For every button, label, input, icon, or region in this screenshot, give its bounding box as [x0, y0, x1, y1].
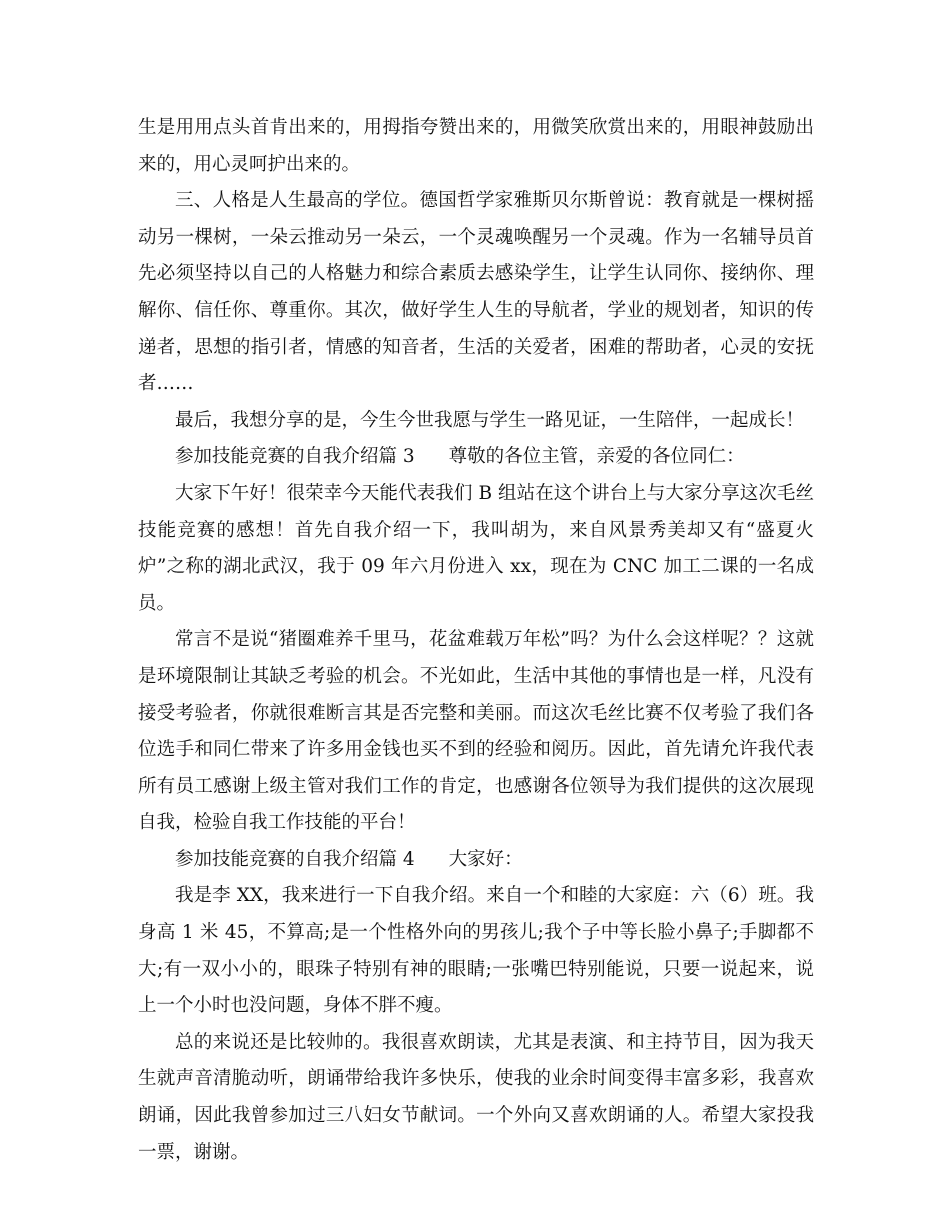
greeting-text: 尊敬的各位主管，亲爱的各位同仁： [448, 446, 745, 468]
paragraph-9: 总的来说还是比较帅的。我很喜欢朗读，尤其是表演、和主持节目，因为我天生就声音清脆动听，朗诵带给我许多快乐，使我的业余时间变得丰富多彩，我喜欢朗诵，因此我曾参加过三八妇女节献词。一个外向又喜欢朗诵的人。希望大家投我一票，谢谢。 [138, 1031, 814, 1163]
paragraph-4 [138, 439, 814, 476]
paragraph-1: 生是用用点头首肯出来的，用拇指夸赞出来的，用微笑欣赏出来的，用眼神鼓励出来的，用心灵呵护出来的。 [138, 117, 814, 175]
document-body [138, 110, 814, 1171]
paragraph-7 [138, 842, 814, 879]
paragraph-8: 我是李 XX，我来进行一下自我介绍。来自一个和睦的大家庭：六（6）班。我身高 1 米 45，不算高;是一个性格外向的男孩儿;我个子中等长脸小鼻子;手脚都不大;有一双小小的，眼珠子特别有神的眼睛;一张嘴巴特别能说，只要一说起来，说上一个小时也没问题，身体不胖不瘦。 [138, 885, 814, 1017]
paragraph-3: 最后，我想分享的是，今生今世我愿与学生一路见证，一生陪伴，一起成长！ [175, 409, 805, 431]
section-heading-4: 参加技能竞赛的自我介绍篇 4 [175, 848, 415, 870]
greeting-text: 大家好： [448, 848, 523, 870]
paragraph-2: 三、人格是人生最高的学位。德国哲学家雅斯贝尔斯曾说：教育就是一棵树摇动另一棵树，一朵云推动另一朵云，一个灵魂唤醒另一个灵魂。作为一名辅导员首先必须坚持以自己的人格魅力和综合素质去感染学生，让学生认同你、接纳你、理解你、信任你、尊重你。其次，做好学生人生的导航者，学业的规划者，知识的传递者，思想的指引者，情感的知音者，生活的关爱者，困难的帮助者，心灵的安抚者…… [138, 190, 814, 395]
paragraph-6: 常言不是说“猪圈难养千里马，花盆难载万年松”吗？为什么会这样呢？？这就是环境限制让其缺乏考验的机会。不光如此，生活中其他的事情也是一样，凡没有接受考验者，你就很难断言其是否完整和美丽。而这次毛丝比赛不仅考验了我们各位选手和同仁带来了许多用金钱也买不到的经验和阅历。因此，首先请允许我代表所有员工感谢上级主管对我们工作的肯定，也感谢各位领导为我们提供的这次展现自我，检验自我工作技能的平台！ [138, 629, 814, 834]
paragraph-5: 大家下午好！很荣幸今天能代表我们 B 组站在这个讲台上与大家分享这次毛丝技能竞赛的感想！首先自我介绍一下，我叫胡为，来自风景秀美却又有“盛夏火炉”之称的湖北武汉，我于 09 年六月份进入 xx，现在为 CNC 加工二课的一名成员。 [138, 482, 814, 614]
section-heading-3: 参加技能竞赛的自我介绍篇 3 [175, 446, 415, 468]
